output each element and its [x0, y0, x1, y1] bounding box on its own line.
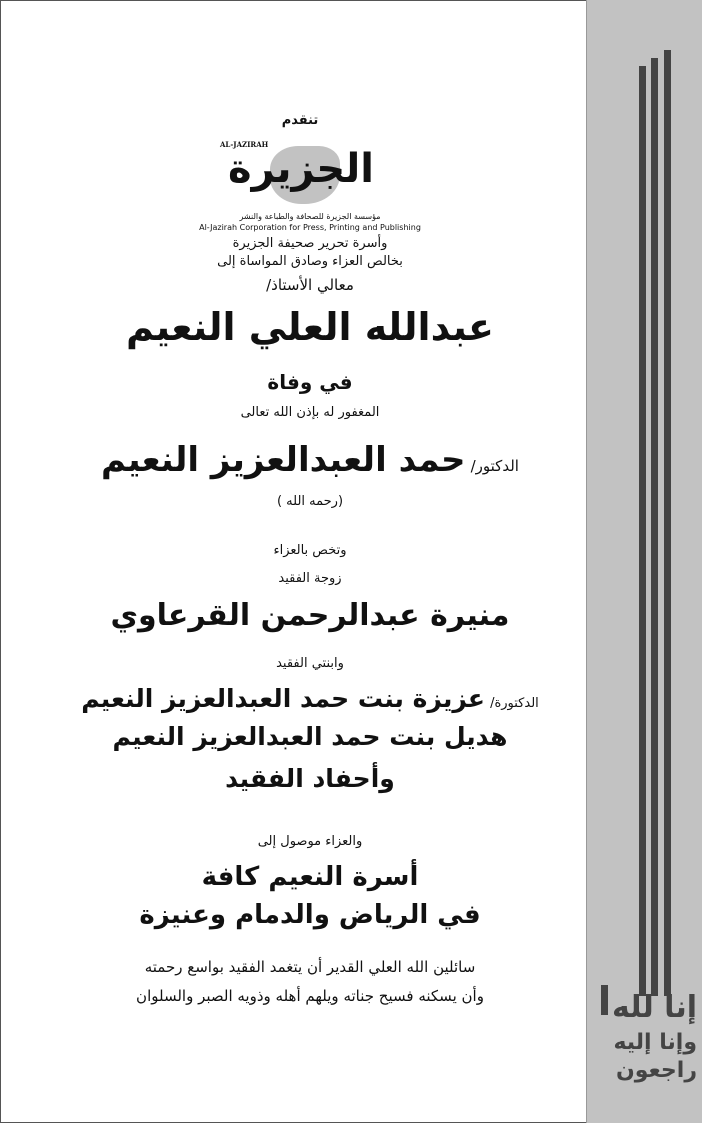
prayer-line-1: سائلين الله العلي القدير أن يتغمد الفقيد بواسع رحمته: [144, 958, 476, 976]
staff-text: وأسرة تحرير صحيفة الجزيرة: [232, 236, 388, 251]
panel-text-3: راجعون: [615, 1058, 697, 1083]
family-name: أسرة النعيم كافة: [201, 862, 419, 892]
on-death-text: في وفاة: [267, 370, 353, 394]
logo-arabic: الجزيرة: [228, 146, 374, 192]
daughter1-title: الدكتورة/: [490, 696, 539, 711]
wife-label: زوجة الفقيد: [278, 571, 342, 586]
decorative-bar: [651, 58, 658, 996]
org-english: Al-Jazirah Corporation for Press, Printing and Publishing: [199, 223, 421, 232]
decorative-bar: [664, 50, 671, 996]
panel-text-2: وإنا إليه: [613, 1030, 697, 1055]
org-arabic: مؤسسة الجزيرة للصحافة والطباعة والنشر: [239, 212, 381, 221]
daughters-label: وابنتي الفقيد: [276, 656, 344, 671]
daughter1-line: [60, 684, 560, 713]
deceased-name: حمد العبدالعزيز النعيم: [101, 440, 466, 480]
deceased-title: الدكتور/: [470, 457, 519, 475]
late-phrase: المغفور له بإذن الله تعالى: [240, 405, 380, 420]
al-jazirah-logo: [210, 138, 380, 214]
deceased-line: [60, 440, 560, 480]
extended-label: والعزاء موصول إلى: [257, 834, 363, 849]
prayer-text: (رحمه الله ): [276, 494, 344, 509]
side-panel: [586, 0, 702, 1123]
presents-text: تنقدم: [281, 113, 319, 128]
recipient-name: عبدالله العلي النعيم: [126, 305, 494, 349]
decorative-bar: [601, 985, 608, 1015]
condolence-text: بخالص العزاء وصادق المواساة إلى: [217, 254, 403, 269]
decorative-bar: [639, 66, 646, 996]
daughter1-name: عزيزة بنت حمد العبدالعزيز النعيم: [81, 684, 485, 713]
daughter2-name: هديل بنت حمد العبدالعزيز النعيم: [112, 722, 508, 751]
wife-name: منيرة عبدالرحمن القرعاوي: [110, 598, 510, 633]
cities: في الرياض والدمام وعنيزة: [139, 900, 481, 930]
special-text: وتخص بالعزاء: [273, 543, 347, 558]
logo-english: AL-JAZIRAH: [220, 140, 269, 149]
prayer-line-2: وأن يسكنه فسيح جناته ويلهم أهله وذويه الصبر والسلوان: [136, 987, 484, 1005]
panel-text-1: إنا لله: [612, 990, 697, 1025]
honorific-text: معالي الأستاذ/: [266, 276, 354, 294]
grandchildren: وأحفاد الفقيد: [225, 764, 395, 793]
